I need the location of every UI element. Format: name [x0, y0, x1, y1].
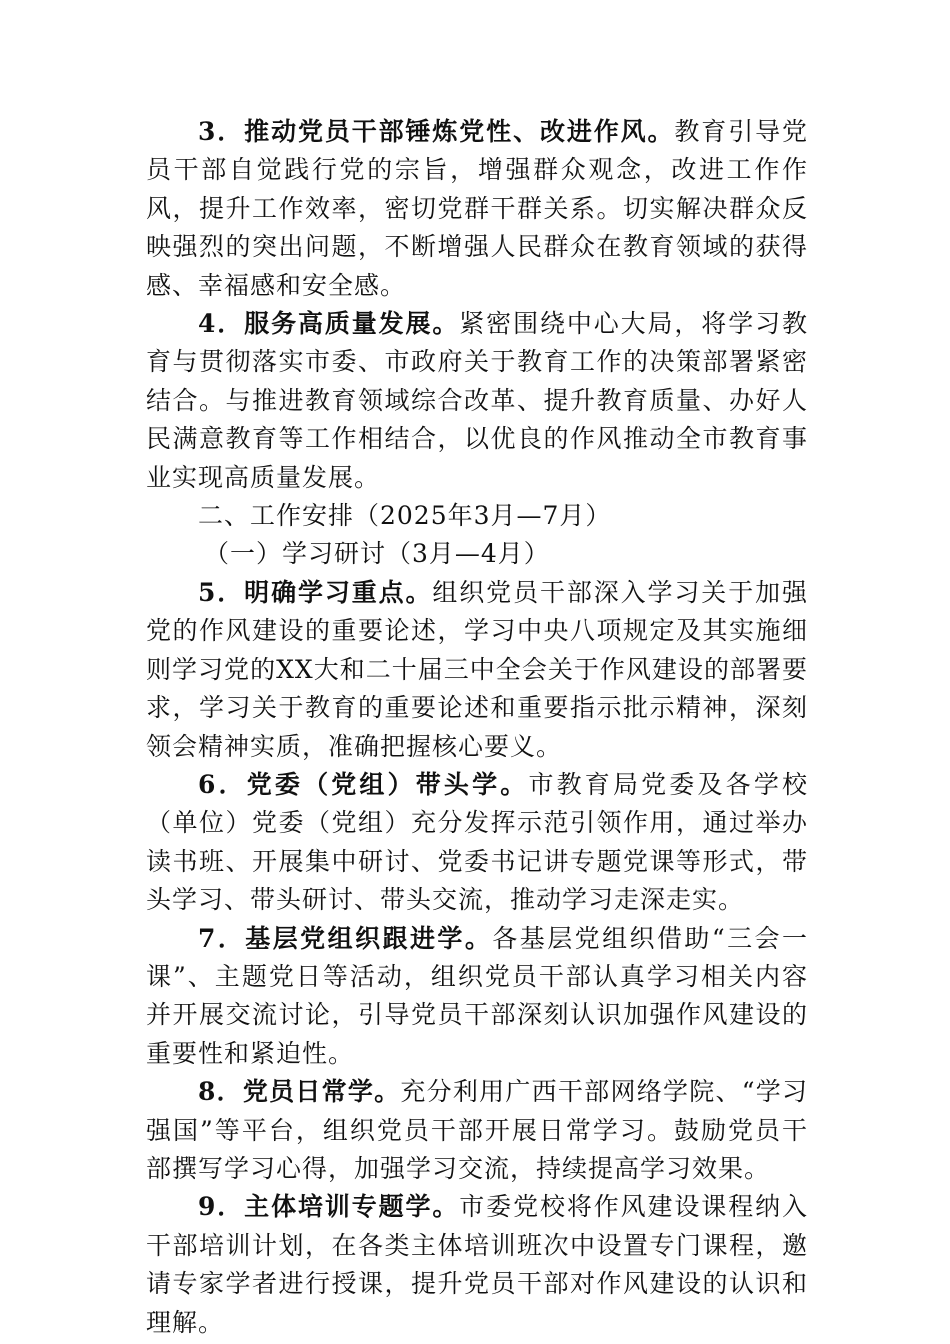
- paragraph-3-lead: 3．推动党员干部锤炼党性、改进作风。: [198, 117, 675, 146]
- item-5: [146, 574, 808, 766]
- item-8: [146, 1073, 808, 1188]
- item-6-lead: 6．党委（党组）带头学。: [198, 769, 529, 799]
- document-page: [146, 113, 808, 1342]
- item-8-text: 充分利用广西干部网络学院、“学习强国”等平台，组织党员干部开展日常学习。鼓励党员干部撰写学习心得，加强学习交流，持续提高学习效果。: [146, 1077, 808, 1183]
- paragraph-4-text: 紧密围绕中心大局，将学习教育与贯彻落实市委、市政府关于教育工作的决策部署紧密结合。与推进教育领域综合改革、提升教育质量、办好人民满意教育等工作相结合，以优良的作风推动全市教育事业实现高质量发展。: [146, 309, 808, 492]
- section-heading: 二、工作安排（2025年3月—7月）: [198, 501, 612, 531]
- item-5-text: 组织党员干部深入学习关于加强党的作风建设的重要论述，学习中央八项规定及其实施细则学习党的XX大和二十届三中全会关于作风建设的部署要求，学习关于教育的重要论述和重要指示批示精神，深刻领会精神实质，准确把握核心要义。: [146, 577, 808, 761]
- item-9-lead: 9．主体培训专题学。: [198, 1192, 460, 1222]
- item-9: [146, 1188, 808, 1342]
- item-5-lead: 5．明确学习重点。: [198, 577, 433, 607]
- item-9-text: 市委党校将作风建设课程纳入干部培训计划，在各类主体培训班次中设置专门课程，邀请专家学者进行授课，提升党员干部对作风建设的认识和理解。: [146, 1192, 808, 1337]
- paragraph-3: [146, 113, 808, 305]
- item-7-lead: 7．基层党组织跟进学。: [198, 923, 493, 953]
- item-7: [146, 920, 808, 1074]
- item-7-text: 各基层党组织借助“三会一课”、主题党日等活动，组织党员干部认真学习相关内容并开展交流讨论，引导党员干部深刻认识加强作风建设的重要性和紧迫性。: [146, 923, 808, 1068]
- paragraph-4-lead: 4．服务高质量发展。: [198, 309, 460, 339]
- paragraph-3-text: 教育引导党员干部自觉践行党的宗旨，增强群众观念，改进工作作风，提升工作效率，密切党群干群关系。切实解决群众反映强烈的突出问题，不断增强人民群众在教育领域的获得感、幸福感和安全感。: [146, 117, 808, 300]
- item-6: [146, 766, 808, 920]
- item-8-lead: 8．党员日常学。: [198, 1077, 401, 1107]
- item-6-text: 市教育局党委及各学校（单位）党委（党组）充分发挥示范引领作用，通过举办读书班、开展集中研讨、党委书记讲专题党课等形式，带头学习、带头研讨、带头交流，推动学习走深走实。: [146, 769, 808, 915]
- subsection-heading: （一）学习研讨（3月—4月）: [204, 539, 550, 569]
- paragraph-4: [146, 305, 808, 497]
